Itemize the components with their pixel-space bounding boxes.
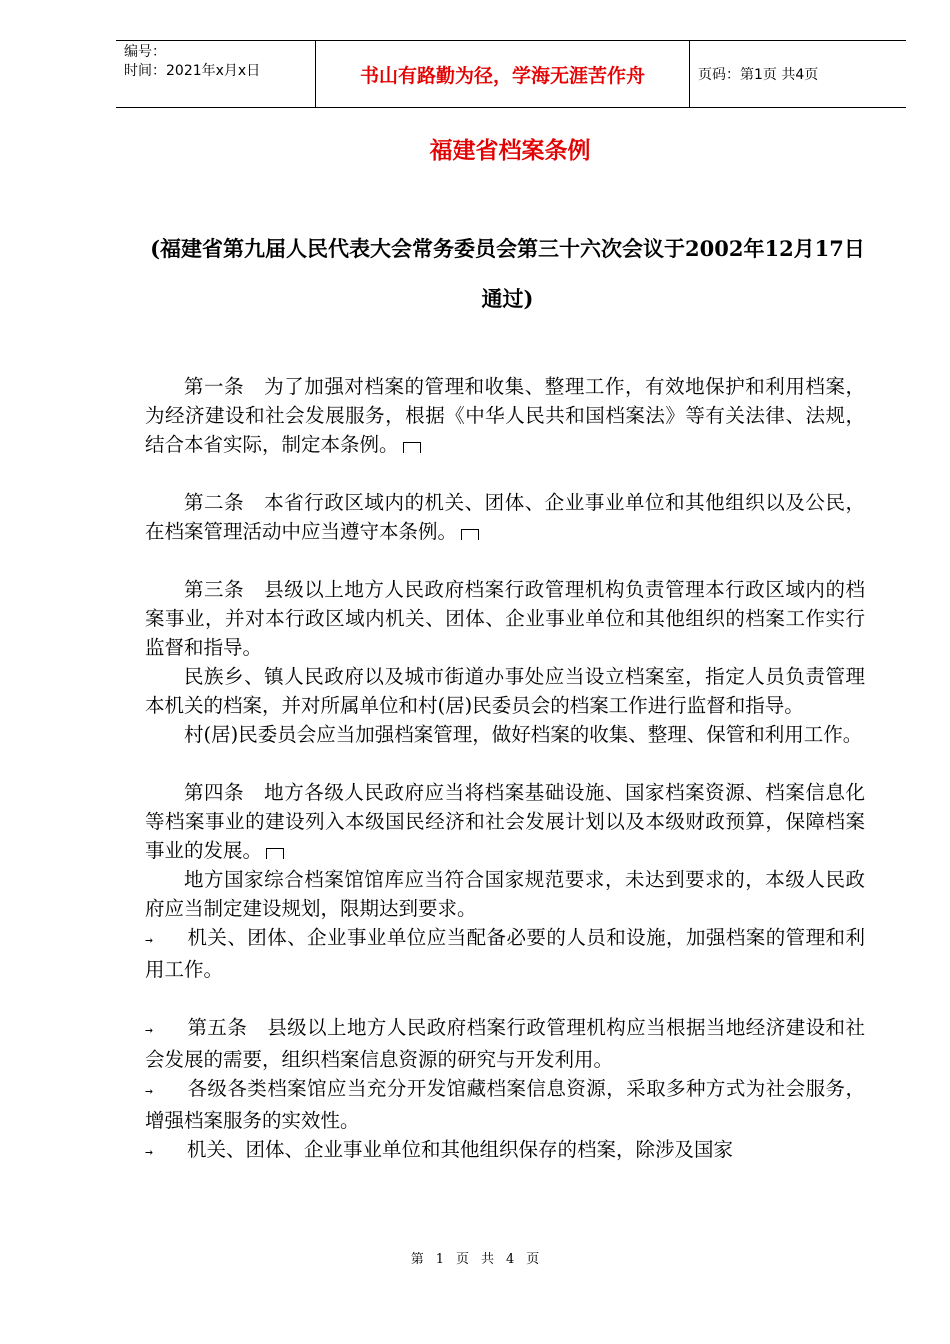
article-1-text: 第一条 为了加强对档案的管理和收集、整理工作，有效地保护和利用档案，为经济建设和社会发展服务，根据《中华人民共和国档案法》等有关法律、法规，结合本省实际，制定本条例。 xyxy=(145,375,865,456)
article-2 xyxy=(145,488,865,546)
arrow-marker-icon: → xyxy=(145,1145,153,1160)
article-2-text: 第二条 本省行政区域内的机关、团体、企业事业单位和其他组织以及公民，在档案管理活动中应当遵守本条例。 xyxy=(145,491,865,543)
article-5-text: 第五条 县级以上地方人民政府档案行政管理机构应当根据当地经济建设和社会发展的需要，组织档案信息资源的研究与开发利用。 xyxy=(145,1016,865,1071)
article-5-para-2 xyxy=(145,1074,865,1135)
footer-current-label: 第 xyxy=(410,1252,424,1267)
bracket-mark-icon xyxy=(461,529,479,540)
page-header xyxy=(116,40,906,108)
footer-current-page: 1 xyxy=(435,1252,444,1267)
article-5-para-2-text: 各级各类档案馆应当充分开发馆藏档案信息资源，采取多种方式为社会服务，增强档案服务的实效性。 xyxy=(145,1077,865,1132)
page-footer xyxy=(0,1248,950,1267)
article-3-para-2: 民族乡、镇人民政府以及城市街道办事处应当设立档案室，指定人员负责管理本机关的档案，并对所属单位和村(居)民委员会的档案工作进行监督和指导。 xyxy=(145,665,865,717)
bracket-mark-icon xyxy=(403,442,421,453)
article-3-para-3: 村(居)民委员会应当加强档案管理，做好档案的收集、整理、保管和利用工作。 xyxy=(184,723,863,746)
header-meta xyxy=(116,41,316,107)
footer-page-word: 页 xyxy=(455,1252,469,1267)
article-4 xyxy=(145,778,865,865)
document-body xyxy=(145,372,865,1167)
article-4-para-3-text: 机关、团体、企业事业单位应当配备必要的人员和设施，加强档案的管理和利用工作。 xyxy=(145,926,865,981)
bracket-mark-icon xyxy=(266,848,284,859)
time-label: 时间：2021年x月x日 xyxy=(124,63,261,79)
article-3: 第三条 县级以上地方人民政府档案行政管理机构负责管理本行政区域内的档案事业，并对本行政区域内机关、团体、企业事业单位和其他组织的档案工作实行监督和指导。 xyxy=(145,578,865,659)
article-4-para-3 xyxy=(145,923,865,984)
header-motto: 书山有路勤为径，学海无涯苦作舟 xyxy=(316,41,690,107)
article-5-para-3 xyxy=(145,1135,865,1167)
arrow-marker-icon: → xyxy=(145,933,153,948)
arrow-marker-icon: → xyxy=(145,1023,153,1038)
document-title: 福建省档案条例 xyxy=(429,137,591,164)
article-5-para-3-text: 机关、团体、企业事业单位和其他组织保存的档案，除涉及国家 xyxy=(187,1138,734,1161)
article-5 xyxy=(145,1013,865,1074)
article-4-para-2: 地方国家综合档案馆馆库应当符合国家规范要求，未达到要求的，本级人民政府应当制定建设规划，限期达到要求。 xyxy=(145,868,865,920)
footer-total-word: 页 xyxy=(526,1252,540,1267)
article-1 xyxy=(145,372,865,459)
footer-total-label: 共 xyxy=(481,1252,495,1267)
arrow-marker-icon: → xyxy=(145,1084,153,1099)
number-label: 编号： xyxy=(124,44,166,60)
article-4-text: 第四条 地方各级人民政府应当将档案基础设施、国家档案资源、档案信息化等档案事业的建设列入本级国民经济和社会发展计划以及本级财政预算，保障档案事业的发展。 xyxy=(145,781,865,862)
header-page-info: 页码：第1页 共4页 xyxy=(698,67,819,83)
document-subtitle: (福建省第九届人民代表大会常务委员会第三十六次会议于2002年12月17日通过) xyxy=(150,236,865,311)
footer-total-pages: 4 xyxy=(506,1252,515,1267)
